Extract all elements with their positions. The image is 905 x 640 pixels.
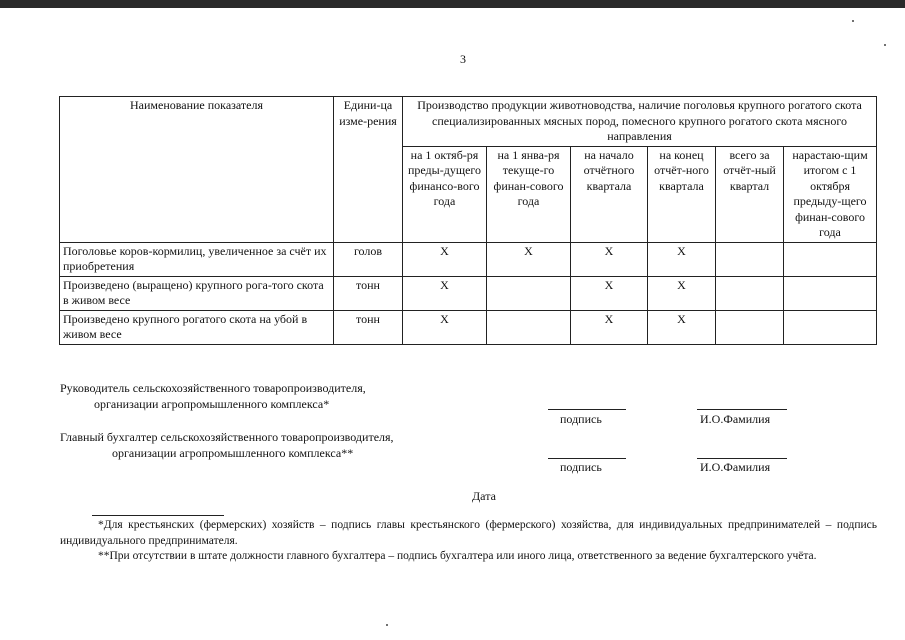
subheader-cell: нарастаю-щим итогом с 1 октября предыду-щего финан-сового года bbox=[784, 146, 877, 242]
row-unit: тонн bbox=[334, 276, 403, 310]
header-unit: Едини-ца изме-рения bbox=[334, 97, 403, 243]
table-cell: X bbox=[571, 276, 648, 310]
footnote-separator bbox=[92, 515, 224, 516]
table-cell: X bbox=[403, 242, 487, 276]
table-row bbox=[60, 276, 877, 310]
footnote-2: **При отсутствии в штате должности главного бухгалтера – подпись бухгалтера или иного лица, ответственного за ведение бухгалтерского учёта. bbox=[98, 550, 817, 562]
subheader-cell: всего за отчёт-ный квартал bbox=[716, 146, 784, 242]
row-label: Поголовье коров-кормилиц, увеличенное за счёт их приобретения bbox=[60, 242, 334, 276]
header-group: Производство продукции животноводства, наличие поголовья крупного рогатого скота специализированных мясных пород, помесного крупного рогатого скота мясного направления bbox=[403, 97, 877, 147]
table-cell bbox=[487, 310, 571, 344]
table-cell: X bbox=[571, 242, 648, 276]
footnote-1: *Для крестьянских (фермерских) хозяйств – подпись главы крестьянского (фермерского) хозяйства, для индивидуальных предпринимателей – подпись индивидуального предпринимателя. bbox=[60, 519, 877, 547]
accountant-name-line bbox=[697, 458, 787, 459]
accountant-name-caption: И.О.Фамилия bbox=[700, 460, 771, 474]
head-name-caption: И.О.Фамилия bbox=[700, 412, 771, 426]
table-cell: X bbox=[648, 310, 716, 344]
head-name-line bbox=[697, 409, 787, 410]
row-label: Произведено крупного рогатого скота на убой в живом весе bbox=[60, 310, 334, 344]
subheader-cell: на 1 октяб-ря преды-дущего финансо-вого года bbox=[403, 146, 487, 242]
head-signature-line bbox=[548, 409, 626, 410]
scan-speck bbox=[386, 624, 388, 626]
accountant-title-line1: Главный бухгалтер сельскохозяйственного товаропроизводителя, bbox=[60, 430, 394, 444]
header-row bbox=[60, 97, 877, 147]
header-indicator: Наименование показателя bbox=[60, 97, 334, 243]
subheader-cell: на начало отчётного квартала bbox=[571, 146, 648, 242]
table-cell bbox=[487, 276, 571, 310]
head-title-line1: Руководитель сельскохозяйственного товаропроизводителя, bbox=[60, 381, 366, 395]
table-cell bbox=[716, 242, 784, 276]
table-cell bbox=[784, 276, 877, 310]
table-cell: X bbox=[403, 276, 487, 310]
table-cell bbox=[716, 310, 784, 344]
table-cell: X bbox=[403, 310, 487, 344]
table-cell: X bbox=[648, 242, 716, 276]
subheader-cell: на 1 янва-ря текуще-го финан-сового года bbox=[487, 146, 571, 242]
table-cell bbox=[784, 310, 877, 344]
row-unit: тонн bbox=[334, 310, 403, 344]
footnotes bbox=[60, 518, 877, 565]
table-cell bbox=[716, 276, 784, 310]
accountant-title bbox=[60, 429, 394, 461]
scan-speck bbox=[852, 20, 854, 22]
subheader-cell: на конец отчёт-ного квартала bbox=[648, 146, 716, 242]
date-label: Дата bbox=[472, 489, 496, 503]
row-unit: голов bbox=[334, 242, 403, 276]
head-signature-caption: подпись bbox=[560, 412, 602, 426]
accountant-signature-line bbox=[548, 458, 626, 459]
report-table bbox=[59, 96, 877, 345]
table-cell: X bbox=[487, 242, 571, 276]
page-number: 3 bbox=[460, 52, 466, 66]
accountant-title-line2: организации агропромышленного комплекса** bbox=[112, 446, 354, 460]
head-title bbox=[60, 380, 366, 412]
accountant-signature-caption: подпись bbox=[560, 460, 602, 474]
table-row bbox=[60, 242, 877, 276]
table-cell bbox=[784, 242, 877, 276]
table-cell: X bbox=[648, 276, 716, 310]
scan-top-border bbox=[0, 0, 905, 8]
table-cell: X bbox=[571, 310, 648, 344]
table-row bbox=[60, 310, 877, 344]
scan-speck bbox=[884, 44, 886, 46]
row-label: Произведено (выращено) крупного рога-того скота в живом весе bbox=[60, 276, 334, 310]
head-title-line2: организации агропромышленного комплекса* bbox=[94, 397, 330, 411]
